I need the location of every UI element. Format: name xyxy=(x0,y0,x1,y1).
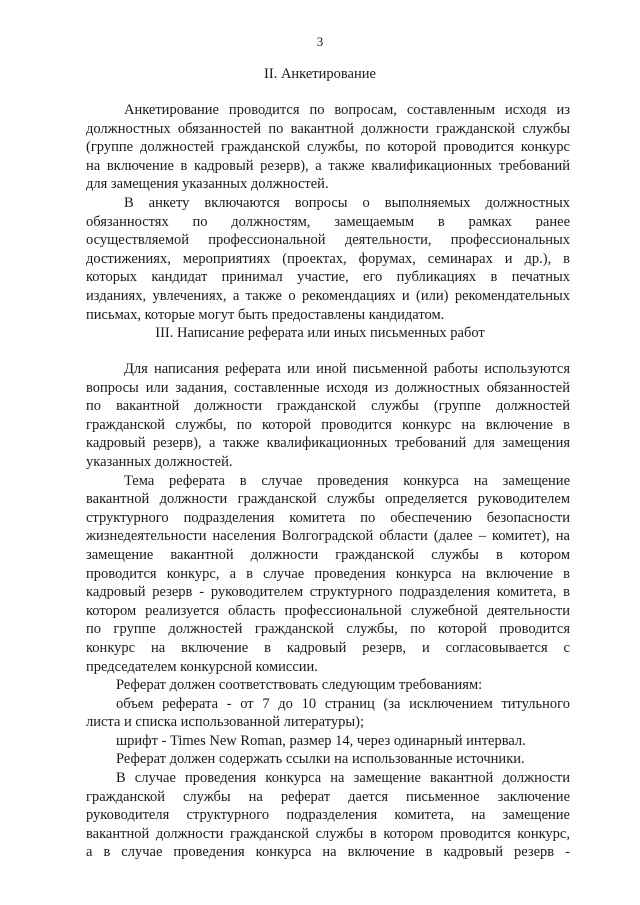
text-line: изданиях, увлечениях, а также о рекомендациях и (или) рекомендательных xyxy=(86,287,570,304)
text-line: объем реферата - от 7 до 10 страниц (за исключением титульного xyxy=(116,695,570,712)
text-line: председателем конкурсной комиссии. xyxy=(86,658,318,675)
text-line: по группе должностей гражданской службы, по которой проводится xyxy=(86,621,570,638)
text-line: Для написания реферата или иной письменной работы используются xyxy=(124,361,570,377)
text-line: руководителя структурного подразделения комитета, на замещение xyxy=(86,807,570,824)
text-line: которых кандидат принимал участие, его публикациях в печатных xyxy=(86,269,570,286)
text-line: шрифт - Times New Roman, размер 14, через одинарный интервал. xyxy=(116,732,526,749)
text-line: гражданской службы, по которой проводится конкурс на включение в xyxy=(86,416,570,433)
text-line: кадровый резерв - руководителем структурного подразделения комитета, в xyxy=(86,584,570,601)
text-line: жизнедеятельности населения Волгоградской области (далее – комитет), на xyxy=(86,528,570,545)
text-line: вакантной должности гражданской службы в котором проводится конкурс, xyxy=(86,825,570,842)
section-body-questionnaire xyxy=(86,101,570,324)
text-line: конкурс на включение в кадровый резерв, и согласовывается с xyxy=(86,639,570,656)
text-line: письмах, которые могут быть предоставлены кандидатом. xyxy=(86,306,445,323)
text-line: структурного подразделения комитета по обеспечению безопасности xyxy=(86,509,570,526)
text-line: Реферат должен соответствовать следующим требованиям: xyxy=(116,677,483,694)
text-line: проводится конкурс, а в случае проведения конкурса на включение в xyxy=(86,565,570,582)
text-line: листа и списка использованной литературы); xyxy=(86,714,364,731)
text-line: для замещения указанных должностей. xyxy=(86,176,329,193)
section-heading-essay: III. Написание реферата или иных письменных работ xyxy=(155,325,485,341)
text-line: Анкетирование проводится по вопросам, составленным исходя из xyxy=(124,102,570,118)
text-line: вопросы или задания, составленные исходя из должностных обязанностей xyxy=(86,379,570,396)
text-line: кадровый резерв), а также квалификационных требований для замещения xyxy=(86,435,570,452)
text-line: по вакантной должности гражданской службы (группе должностей xyxy=(86,398,570,415)
text-line: на включение в кадровый резерв), а также квалификационных требований xyxy=(86,157,570,174)
text-line: Реферат должен содержать ссылки на использованные источники. xyxy=(116,751,525,768)
text-line: замещение вакантной должности гражданской службы в котором xyxy=(86,546,570,563)
text-line: В анкету включаются вопросы о выполняемых должностных xyxy=(124,194,570,211)
text-line: а в случае проведения конкурса на включение в кадровый резерв - xyxy=(86,844,570,861)
section-body-essay xyxy=(86,360,570,862)
text-line: котором реализуется область профессиональной служебной деятельности xyxy=(86,602,570,619)
text-line: (группе должностей гражданской службы, по которой проводится конкурс xyxy=(86,139,570,156)
page-number: 3 xyxy=(316,34,324,49)
text-line: осуществляемой профессиональной деятельности, профессиональных xyxy=(86,232,570,249)
text-line: обязанностях по должностям, замещаемым в рамках ранее xyxy=(86,213,570,230)
text-line: указанных должностей. xyxy=(86,453,233,470)
text-line: Тема реферата в случае проведения конкурса на замещение xyxy=(124,472,570,489)
text-line: гражданской службы на реферат дается письменное заключение xyxy=(86,788,570,805)
text-line: достижениях, мероприятиях (проектах, форумах, семинарах и др.), в xyxy=(86,250,570,267)
text-line: вакантной должности гражданской службы определяется руководителем xyxy=(86,491,570,508)
text-line: В случае проведения конкурса на замещение вакантной должности xyxy=(116,770,570,787)
text-line: должностных обязанностей по вакантной должности гражданской службы xyxy=(86,120,570,137)
section-heading-questionnaire: II. Анкетирование xyxy=(264,66,376,82)
